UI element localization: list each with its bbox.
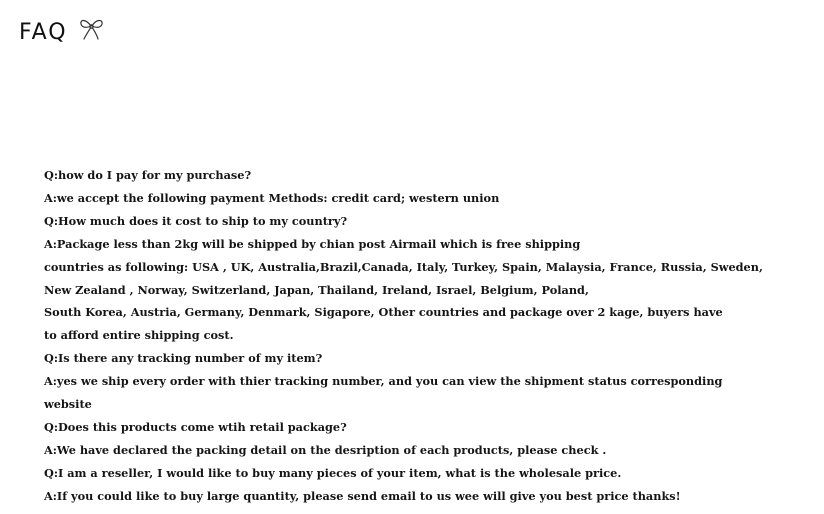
answer-line: A:Package less than 2kg will be shipped by chian post Airmail which is free shipping [44, 236, 581, 251]
answer-line: A:We have declared the packing detail on the desription of each products, please check . [44, 442, 607, 457]
question-line: Q:how do I pay for my purchase? [44, 168, 252, 182]
answer-line: South Korea, Austria, Germany, Denmark, Sigapore, Other countries and package over 2 kage, buyers have [44, 305, 723, 320]
bow-icon [78, 16, 106, 42]
answer-line: New Zealand , Norway, Switzerland, Japan, Thailand, Ireland, Israel, Belgium, Poland, [44, 282, 589, 297]
faq-header [19, 22, 106, 44]
answer-line: A:we accept the following payment Methods: credit card; western union [44, 190, 500, 205]
question-line: Q:Does this products come wtih retail package? [44, 419, 347, 434]
question-line: Q:Is there any tracking number of my item? [44, 351, 323, 366]
answer-line: to afford entire shipping cost. [44, 328, 234, 343]
faq-title: FAQ [19, 20, 68, 45]
answer-line: A:If you could like to buy large quantity, please send email to us wee will give you best price thanks! [44, 488, 681, 503]
question-line: Q:How much does it cost to ship to my country? [44, 213, 348, 228]
answer-line: countries as following: USA , UK, Australia,Brazil,Canada, Italy, Turkey, Spain, Malaysia, France, Russia, Sweden, [44, 259, 763, 274]
answer-line: A:yes we ship every order with thier tracking number, and you can view the shipment status corresponding [44, 374, 723, 389]
faq-body [44, 164, 763, 508]
question-line: Q:I am a reseller, I would like to buy many pieces of your item, what is the wholesale price. [44, 465, 622, 480]
answer-line: website [44, 397, 92, 412]
